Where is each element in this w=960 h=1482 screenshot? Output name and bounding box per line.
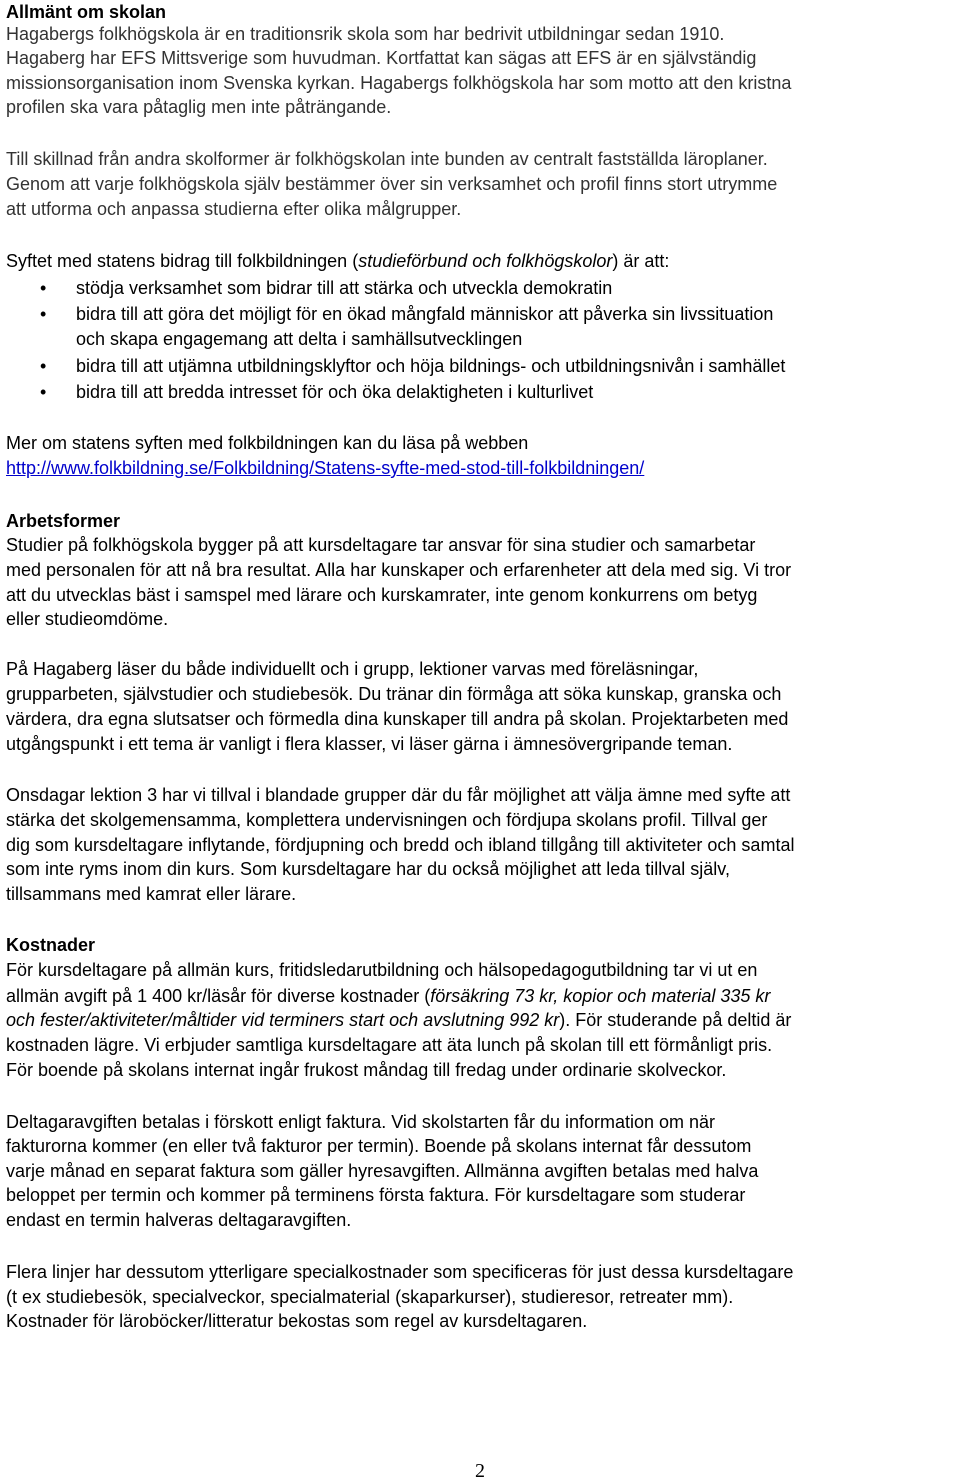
paragraph-line: Studier på folkhögskola bygger på att kursdeltagare tar ansvar för sina studier och samarbetar [6,535,756,555]
paragraph-line: (t ex studiebesök, specialveckor, specialmaterial (skaparkurser), studieresor, retreater mm). [6,1287,734,1307]
purpose-text-end: ) är att: [612,251,670,271]
paragraph-line: profilen ska vara påtaglig men inte påträngande. [6,97,392,117]
fee-text: allmän avgift på 1 400 kr/läsår för diverse kostnader ( [6,986,431,1006]
paragraph-line: beloppet per termin och kommer på terminens första faktura. För kursdeltagare som studerar [6,1185,746,1205]
paragraph-line: fakturorna kommer (en eller två fakturor per termin). Boende på skolans internat får dessutom [6,1136,752,1156]
bullet-marker: • [40,304,47,324]
paragraph-line: att utforma och anpassa studierna efter olika målgrupper. [6,199,462,219]
paragraph-line: Kostnader för läroböcker/litteratur bekostas som regel av kursdeltagaren. [6,1311,588,1331]
fee-breakdown-italic: försäkring 73 kr, kopior och material 335 kr [430,986,771,1006]
purpose-text: Syftet med statens bidrag till folkbildningen ( [6,251,359,271]
section-heading-kostnader: Kostnader [6,935,96,955]
paragraph-line: För boende på skolans internat ingår frukost måndag till fredag under ordinarie skolveckor. [6,1060,727,1080]
bullet-marker: • [40,356,47,376]
purpose-intro [6,249,669,274]
paragraph-line: som inte ryms inom din kurs. Som kursdeltagare har du också möjlighet att leda tillval själv, [6,859,730,879]
bullet-marker: • [40,382,47,402]
more-info-text: Mer om statens syften med folkbildningen kan du läsa på webben [6,433,529,453]
paragraph-line: Flera linjer har dessutom ytterligare specialkostnader som specificeras för just dessa kursdeltagare [6,1262,794,1282]
paragraph-line: värdera, dra egna slutsatser och förmedla dina kunskaper till andra på skolan. Projektarbeten med [6,709,789,729]
paragraph-line: endast en termin halveras deltagaravgiften. [6,1210,352,1230]
paragraph-line [6,1008,791,1033]
paragraph-line: stärka det skolgemensamma, komplettera undervisningen och fördjupa skolans profil. Tillval ger [6,810,768,830]
paragraph-line [6,984,770,1009]
fee-breakdown-italic-cont: och fester/aktiviteter/måltider vid terminers start och avslutning 992 kr [6,1010,560,1030]
fee-text-end: ). För studerande på deltid är [559,1010,792,1030]
bullet-item: bidra till att bredda intresset för och öka delaktigheten i kulturlivet [76,382,594,402]
folkbildning-link[interactable]: http://www.folkbildning.se/Folkbildning/Statens-syfte-med-stod-till-folkbildningen/ [6,458,645,478]
section-heading-arbetsformer: Arbetsformer [6,511,121,531]
paragraph-line: Deltagaravgiften betalas i förskott enligt faktura. Vid skolstarten får du information om när [6,1112,716,1132]
paragraph-line: Till skillnad från andra skolformer är folkhögskolan inte bunden av centralt fastställda läroplaner. [6,149,768,169]
paragraph-line: grupparbeten, självstudier och studiebesök. Du tränar din förmåga att söka kunskap, granska och [6,684,782,704]
paragraph-line: För kursdeltagare på allmän kurs, fritidsledarutbildning och hälsopedagogutbildning tar vi ut en [6,960,758,980]
paragraph-line: dig som kursdeltagare inflytande, fördjupning och bredd och ibland tillgång till aktiviteter och samtal [6,835,795,855]
paragraph-line: tillsammans med kamrat eller lärare. [6,884,297,904]
bullet-item: bidra till att utjämna utbildningsklyftor och höja bildnings- och utbildningsnivån i samhället [76,356,786,376]
bullet-marker: • [40,278,47,298]
section-heading-allmant: Allmänt om skolan [6,2,167,22]
bullet-item: stödja verksamhet som bidrar till att stärka och utveckla demokratin [76,278,613,298]
paragraph-line: varje månad en separat faktura som gäller hyresavgiften. Allmänna avgiften betalas med halva [6,1161,759,1181]
paragraph-line: att du utvecklas bäst i samspel med lärare och kurskamrater, inte genom konkurrens om betyg [6,585,758,605]
paragraph-line: eller studieomdöme. [6,609,169,629]
paragraph-line: Onsdagar lektion 3 har vi tillval i blandade grupper där du får möjlighet att välja ämne med syfte att [6,785,791,805]
paragraph-line: kostnaden lägre. Vi erbjuder samtliga kursdeltagare att äta lunch på skolan till ett förmånligt pris. [6,1035,773,1055]
paragraph-line: Hagabergs folkhögskola är en traditionsrik skola som har bedrivit utbildningar sedan 1910. [6,24,725,44]
paragraph-line: På Hagaberg läser du både individuellt och i grupp, lektioner varvas med föreläsningar, [6,659,699,679]
paragraph-line: Hagaberg har EFS Mittsverige som huvudman. Kortfattat kan sägas att EFS är en självständig [6,48,757,68]
purpose-italic: studieförbund och folkhögskolor [358,251,613,271]
paragraph-line: missionsorganisation inom Svenska kyrkan. Hagabergs folkhögskola har som motto att den kristna [6,73,792,93]
page-number: 2 [475,1460,485,1482]
paragraph-line: med personalen för att nå bra resultat. Alla har kunskaper och erfarenheter att dela med sig. Vi tror [6,560,792,580]
paragraph-line: utgångspunkt i ett tema är vanligt i flera klasser, vi läser gärna i ämnesövergripande teman. [6,734,733,754]
bullet-item: bidra till att göra det möjligt för en ökad mångfald människor att påverka sin livssituation [76,304,774,324]
bullet-item-cont: och skapa engagemang att delta i samhällsutvecklingen [76,329,523,349]
paragraph-line: Genom att varje folkhögskola själv bestämmer över sin verksamhet och profil finns stort utrymme [6,174,778,194]
